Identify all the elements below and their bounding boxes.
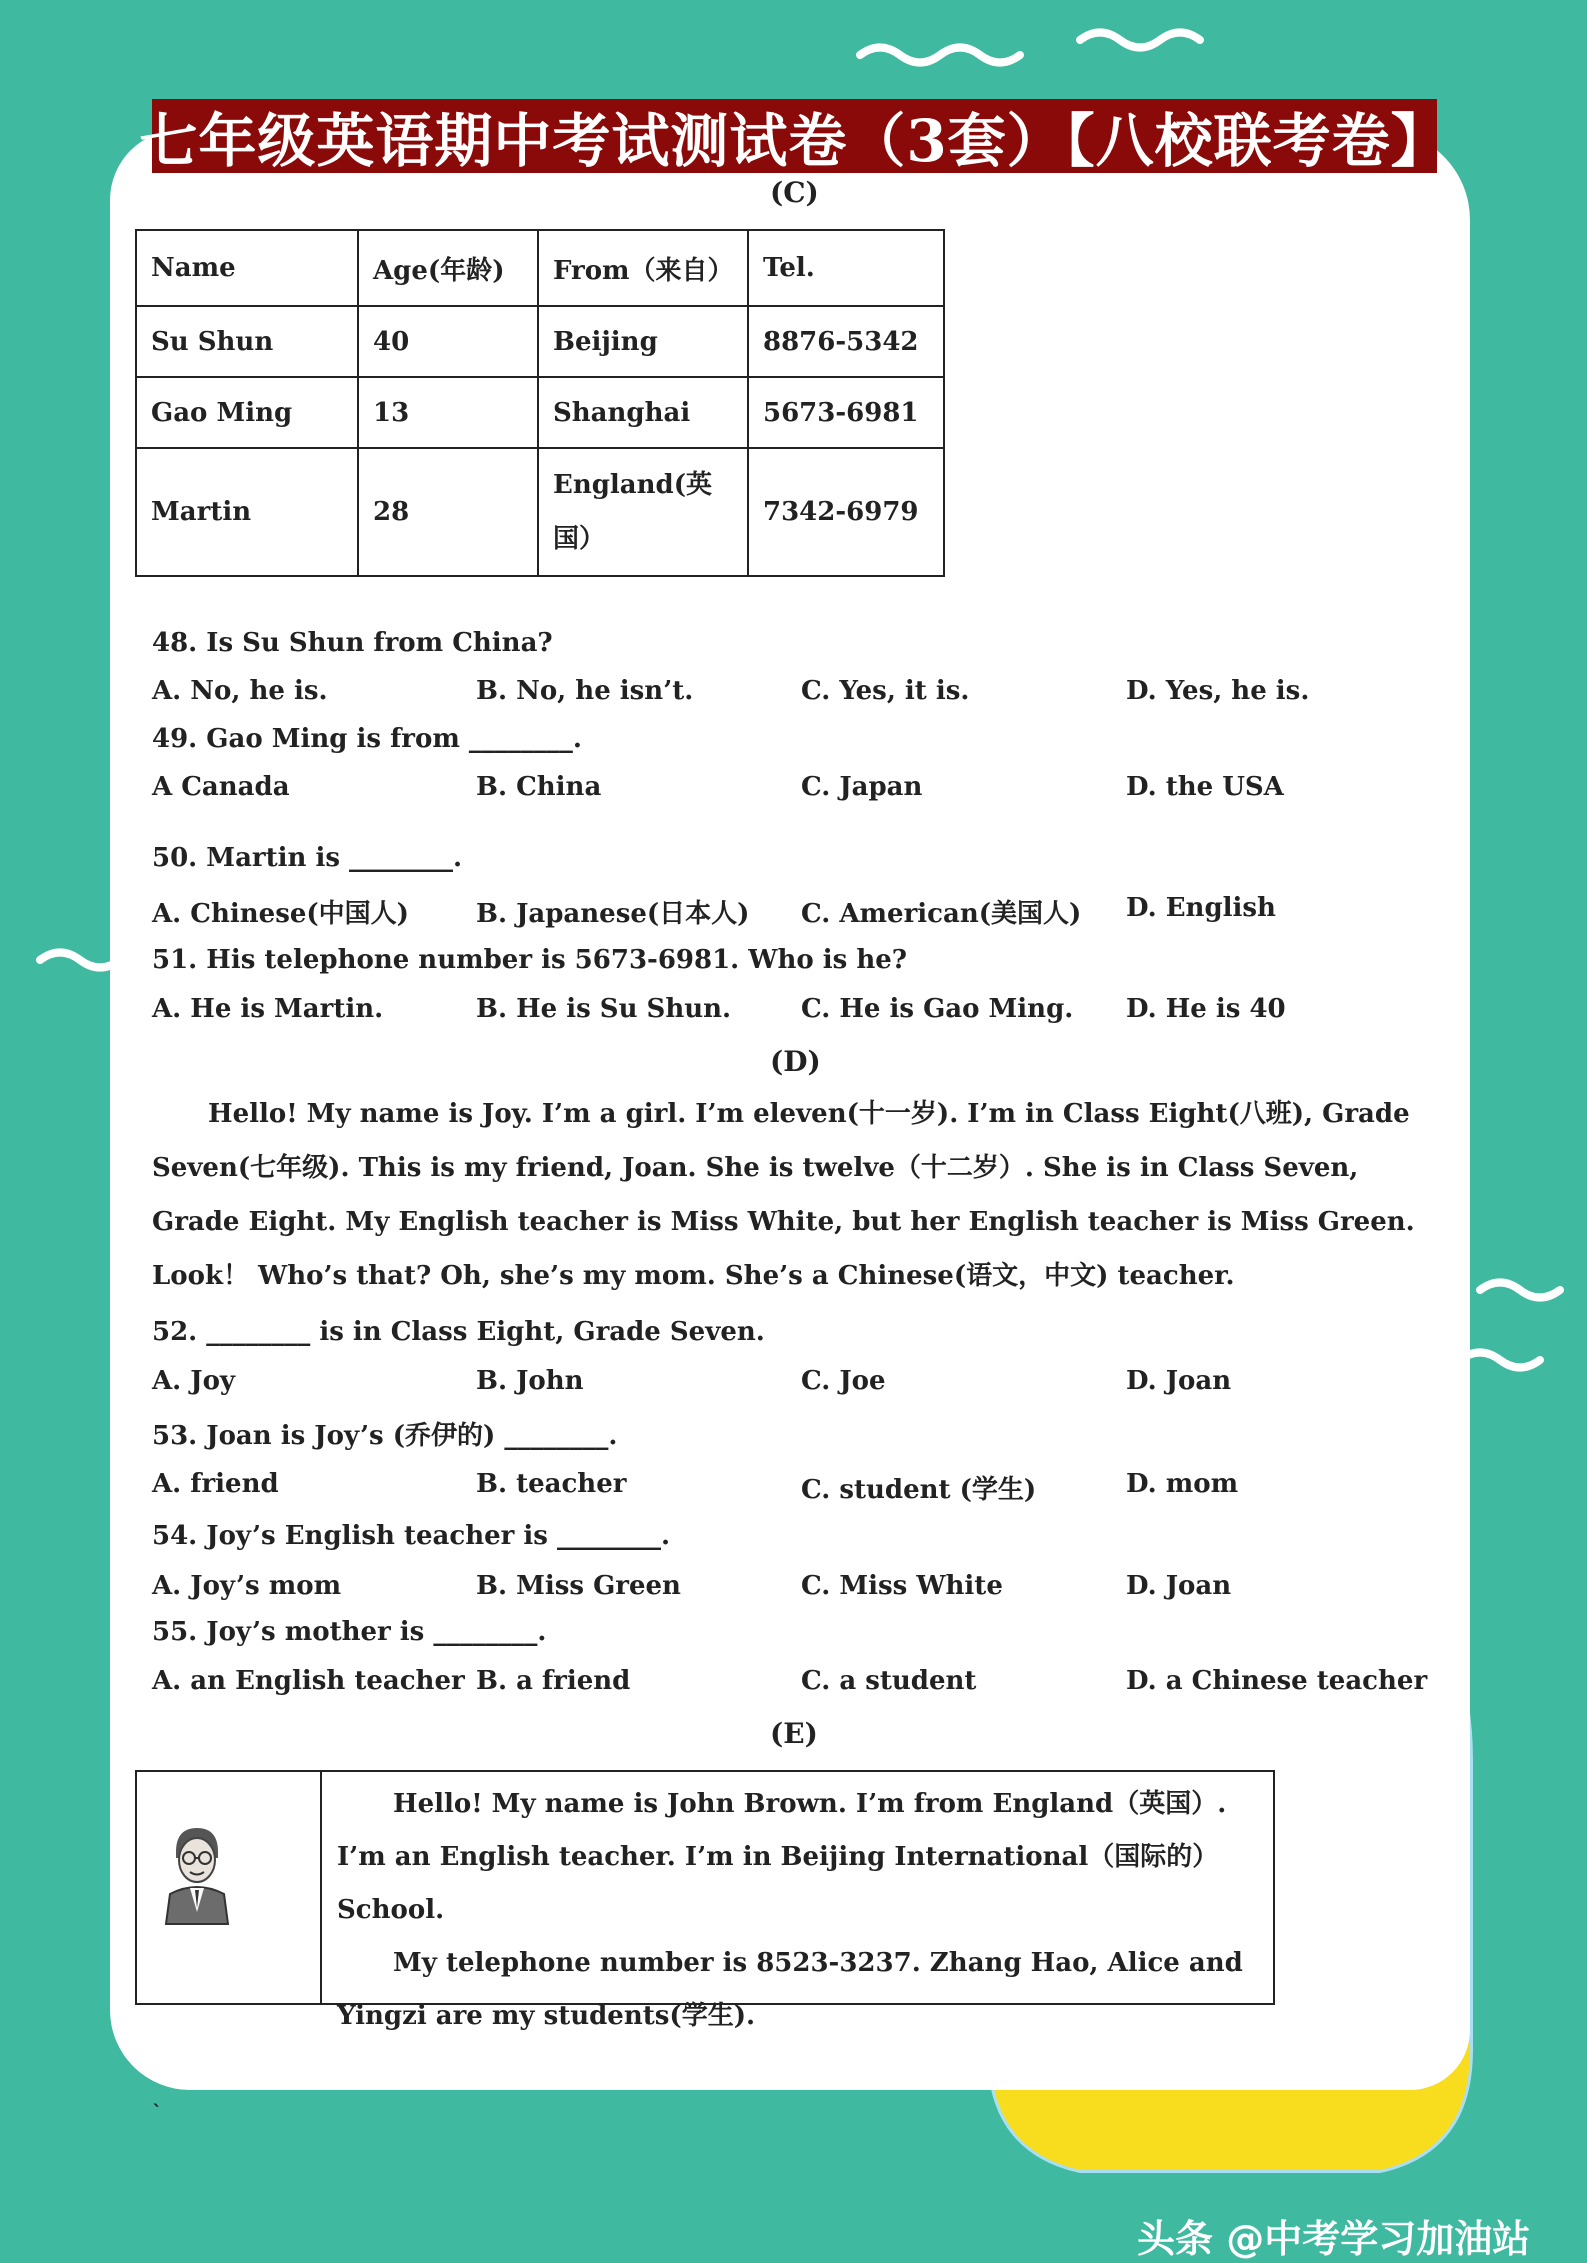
option-d: D. He is 40 bbox=[1126, 994, 1286, 1024]
table-cell: Shanghai bbox=[538, 377, 748, 448]
option-d: D. the USA bbox=[1126, 772, 1284, 802]
option-b: B. a friend bbox=[476, 1666, 631, 1696]
option-a: A. friend bbox=[152, 1469, 279, 1499]
table-cell: Martin bbox=[136, 448, 358, 576]
teacher-portrait-icon bbox=[162, 1822, 232, 1927]
question-54: 54. Joy’s English teacher is ________. bbox=[152, 1521, 671, 1551]
section-e-paragraph-1: Hello! My name is John Brown. I’m from England（英国）. I’m an English teacher. I’m in Beijing International（国际的） School. bbox=[337, 1789, 1227, 1925]
question-48: 48. Is Su Shun from China? bbox=[152, 628, 553, 658]
table-cell: Gao Ming bbox=[136, 377, 358, 448]
stray-mark: ` bbox=[152, 2100, 162, 2124]
option-b: B. Japanese(日本人) bbox=[476, 899, 750, 929]
option-a: A. Chinese(中国人) bbox=[152, 899, 409, 929]
option-c: C. He is Gao Ming. bbox=[801, 994, 1074, 1024]
section-e-box bbox=[135, 1770, 1275, 2031]
option-b: B. teacher bbox=[476, 1469, 627, 1499]
question-49: 49. Gao Ming is from ________. bbox=[152, 724, 582, 754]
section-e-paragraph-2: My telephone number is 8523-3237. Zhang Hao, Alice and Yingzi are my students(学生). bbox=[337, 1948, 1243, 2031]
watermark-footer: 头条 @中考学习加油站 bbox=[1137, 2217, 1531, 2261]
option-c: C. Miss White bbox=[801, 1571, 1003, 1601]
passage-d: Hello! My name is Joy. I’m a girl. I’m eleven(十一岁). I’m in Class Eight(八班), Grade Seven(七年级). This is my friend, Joan. She is twelve（十二岁）. She is in Class Seven, Grade Eight. My English teacher is Miss White, but her English teacher is Miss Green. Look！ Who’s that? Oh, she’s my mom. She’s a Chinese(语文，中文) teacher. bbox=[152, 1099, 1415, 1291]
option-c: C. Japan bbox=[801, 772, 923, 802]
option-a: A. No, he is. bbox=[152, 676, 328, 706]
option-a: A Canada bbox=[152, 772, 290, 802]
table-header: Age(年龄) bbox=[358, 230, 538, 306]
table-cell: 7342-6979 bbox=[748, 448, 944, 576]
table-header: Tel. bbox=[748, 230, 944, 306]
section-c-label: (C) bbox=[770, 176, 819, 209]
option-c: C. Yes, it is. bbox=[801, 676, 970, 706]
option-c: C. Joe bbox=[801, 1366, 886, 1396]
option-a: A. an English teacher bbox=[152, 1666, 465, 1696]
section-d-label: (D) bbox=[770, 1045, 821, 1078]
option-d: D. a Chinese teacher bbox=[1126, 1666, 1428, 1696]
table-cell: 8876-5342 bbox=[748, 306, 944, 377]
question-50: 50. Martin is ________. bbox=[152, 843, 463, 873]
option-a: A. Joy’s mom bbox=[152, 1571, 342, 1601]
option-c: C. student (学生) bbox=[801, 1475, 1037, 1505]
question-51: 51. His telephone number is 5673-6981. Who is he? bbox=[152, 945, 908, 975]
table-row bbox=[136, 448, 944, 576]
info-table bbox=[135, 229, 945, 577]
option-b: B. John bbox=[476, 1366, 584, 1396]
table-cell: Su Shun bbox=[136, 306, 358, 377]
option-c: C. American(美国人) bbox=[801, 899, 1082, 929]
option-a: A. He is Martin. bbox=[152, 994, 384, 1024]
option-d: D. Yes, he is. bbox=[1126, 676, 1310, 706]
section-e-divider bbox=[320, 1772, 322, 2003]
option-b: B. China bbox=[476, 772, 602, 802]
table-cell: England(英国） bbox=[538, 448, 748, 576]
option-c: C. a student bbox=[801, 1666, 977, 1696]
table-cell: 13 bbox=[358, 377, 538, 448]
question-55: 55. Joy’s mother is ________. bbox=[152, 1617, 547, 1647]
question-52: 52. ________ is in Class Eight, Grade Seven. bbox=[152, 1317, 765, 1347]
table-header-row bbox=[136, 230, 944, 306]
option-d: D. mom bbox=[1126, 1469, 1239, 1499]
option-a: A. Joy bbox=[152, 1366, 236, 1396]
section-e-label: (E) bbox=[770, 1717, 818, 1750]
table-cell: 5673-6981 bbox=[748, 377, 944, 448]
table-row bbox=[136, 306, 944, 377]
option-b: B. Miss Green bbox=[476, 1571, 681, 1601]
table-cell: 28 bbox=[358, 448, 538, 576]
option-d: D. English bbox=[1126, 893, 1276, 923]
option-d: D. Joan bbox=[1126, 1571, 1232, 1601]
table-row bbox=[136, 377, 944, 448]
table-header: From（来自） bbox=[538, 230, 748, 306]
table-header: Name bbox=[136, 230, 358, 306]
page-title: 七年级英语期中考试测试卷（3套）【八校联考卷】 bbox=[152, 99, 1437, 173]
section-e-text bbox=[337, 1778, 1257, 2043]
table-cell: 40 bbox=[358, 306, 538, 377]
option-b: B. He is Su Shun. bbox=[476, 994, 732, 1024]
option-d: D. Joan bbox=[1126, 1366, 1232, 1396]
table-cell: Beijing bbox=[538, 306, 748, 377]
option-b: B. No, he isn’t. bbox=[476, 676, 694, 706]
question-53: 53. Joan is Joy’s (乔伊的) ________. bbox=[152, 1421, 618, 1451]
